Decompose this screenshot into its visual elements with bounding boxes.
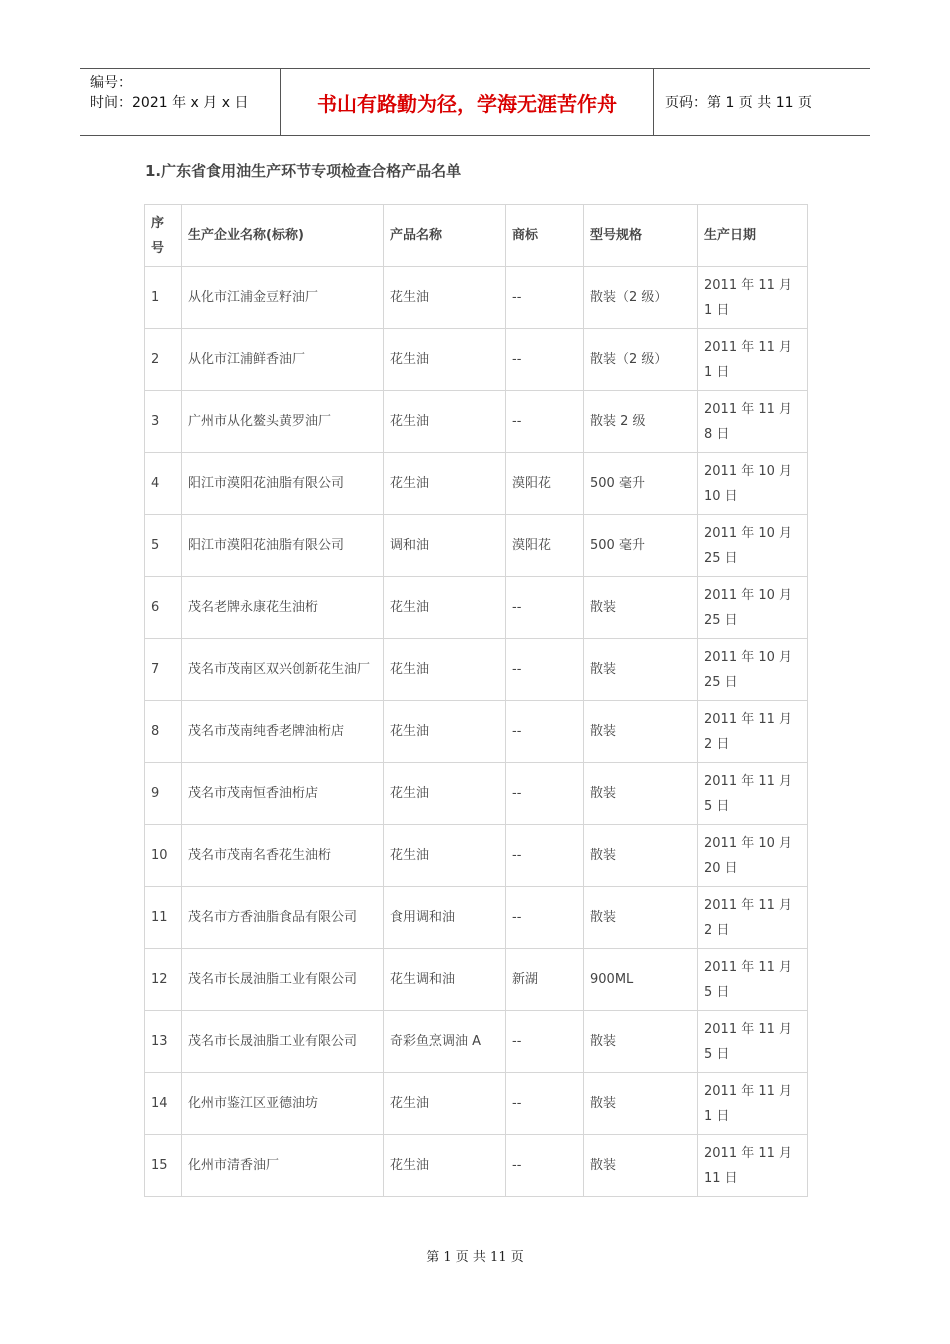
cell-brand: --: [506, 267, 584, 329]
cell-company: 茂名老牌永康花生油桁: [182, 577, 384, 639]
cell-brand: 新湖: [506, 949, 584, 1011]
cell-product: 花生油: [384, 577, 506, 639]
cell-spec: 散装: [584, 577, 698, 639]
cell-company: 茂名市方香油脂食品有限公司: [182, 887, 384, 949]
table-row: [145, 391, 808, 453]
cell-product: 花生油: [384, 391, 506, 453]
cell-date: 2011 年 10 月 25 日: [698, 639, 808, 701]
cell-brand: --: [506, 1011, 584, 1073]
cell-product: 花生油: [384, 639, 506, 701]
table-row: [145, 267, 808, 329]
document-title: 1.广东省食用油生产环节专项检查合格产品名单: [145, 162, 462, 180]
cell-company: 从化市江浦金豆籽油厂: [182, 267, 384, 329]
cell-brand: --: [506, 329, 584, 391]
cell-product: 奇彩鱼烹调油 A: [384, 1011, 506, 1073]
cell-brand: 漠阳花: [506, 515, 584, 577]
cell-company: 茂名市茂南名香花生油桁: [182, 825, 384, 887]
cell-date: 2011 年 11 月 1 日: [698, 1073, 808, 1135]
cell-company: 茂名市茂南区双兴创新花生油厂: [182, 639, 384, 701]
cell-spec: 散装 2 级: [584, 391, 698, 453]
header-page-info: 页码：第 1 页 共 11 页: [665, 95, 812, 111]
table-row: [145, 639, 808, 701]
cell-spec: 900ML: [584, 949, 698, 1011]
cell-spec: 散装: [584, 825, 698, 887]
document-date: 时间：2021 年 x 月 x 日: [90, 95, 249, 111]
cell-brand: 漠阳花: [506, 453, 584, 515]
table-row: [145, 949, 808, 1011]
page-header: [80, 68, 870, 136]
cell-brand: --: [506, 701, 584, 763]
cell-product: 花生油: [384, 329, 506, 391]
cell-date: 2011 年 11 月 1 日: [698, 267, 808, 329]
cell-company: 广州市从化鳌头黄罗油厂: [182, 391, 384, 453]
cell-index: 4: [145, 453, 182, 515]
cell-product: 调和油: [384, 515, 506, 577]
table-header-row: [145, 205, 808, 267]
cell-date: 2011 年 11 月 5 日: [698, 763, 808, 825]
cell-spec: 500 毫升: [584, 453, 698, 515]
cell-index: 10: [145, 825, 182, 887]
cell-spec: 散装: [584, 701, 698, 763]
cell-index: 12: [145, 949, 182, 1011]
table-row: [145, 453, 808, 515]
cell-spec: 散装（2 级）: [584, 329, 698, 391]
cell-product: 花生调和油: [384, 949, 506, 1011]
cell-company: 茂名市茂南纯香老牌油桁店: [182, 701, 384, 763]
cell-index: 1: [145, 267, 182, 329]
cell-spec: 散装: [584, 1073, 698, 1135]
header-cell-index: 序号: [145, 205, 182, 267]
cell-spec: 散装: [584, 763, 698, 825]
cell-brand: --: [506, 391, 584, 453]
cell-index: 2: [145, 329, 182, 391]
cell-index: 3: [145, 391, 182, 453]
cell-index: 8: [145, 701, 182, 763]
cell-date: 2011 年 10 月 20 日: [698, 825, 808, 887]
cell-company: 茂名市长晟油脂工业有限公司: [182, 1011, 384, 1073]
cell-date: 2011 年 11 月 2 日: [698, 701, 808, 763]
cell-company: 茂名市长晟油脂工业有限公司: [182, 949, 384, 1011]
cell-date: 2011 年 11 月 11 日: [698, 1135, 808, 1197]
cell-company: 化州市鉴江区亚德油坊: [182, 1073, 384, 1135]
cell-index: 13: [145, 1011, 182, 1073]
cell-brand: --: [506, 639, 584, 701]
cell-index: 6: [145, 577, 182, 639]
table-row: [145, 887, 808, 949]
header-cell-date: 生产日期: [698, 205, 808, 267]
cell-product: 花生油: [384, 825, 506, 887]
cell-spec: 散装: [584, 1135, 698, 1197]
table-row: [145, 763, 808, 825]
cell-spec: 散装: [584, 1011, 698, 1073]
cell-brand: --: [506, 1073, 584, 1135]
cell-product: 花生油: [384, 1135, 506, 1197]
cell-date: 2011 年 11 月 5 日: [698, 1011, 808, 1073]
cell-product: 花生油: [384, 1073, 506, 1135]
cell-index: 14: [145, 1073, 182, 1135]
header-cell-spec: 型号规格: [584, 205, 698, 267]
cell-spec: 散装（2 级）: [584, 267, 698, 329]
table-row: [145, 825, 808, 887]
cell-date: 2011 年 10 月 25 日: [698, 515, 808, 577]
table-row: [145, 1073, 808, 1135]
header-cell-company: 生产企业名称(标称): [182, 205, 384, 267]
cell-brand: --: [506, 1135, 584, 1197]
cell-date: 2011 年 10 月 25 日: [698, 577, 808, 639]
product-table: [144, 204, 808, 1197]
cell-company: 从化市江浦鲜香油厂: [182, 329, 384, 391]
cell-company: 化州市清香油厂: [182, 1135, 384, 1197]
table-row: [145, 577, 808, 639]
cell-product: 花生油: [384, 267, 506, 329]
page-footer: 第 1 页 共 11 页: [426, 1250, 524, 1265]
cell-date: 2011 年 11 月 1 日: [698, 329, 808, 391]
header-meta: [80, 69, 281, 135]
table-row: [145, 701, 808, 763]
header-cell-brand: 商标: [506, 205, 584, 267]
table-row: [145, 329, 808, 391]
cell-index: 7: [145, 639, 182, 701]
cell-brand: --: [506, 763, 584, 825]
cell-index: 15: [145, 1135, 182, 1197]
cell-company: 阳江市漠阳花油脂有限公司: [182, 453, 384, 515]
cell-product: 食用调和油: [384, 887, 506, 949]
cell-product: 花生油: [384, 453, 506, 515]
cell-spec: 500 毫升: [584, 515, 698, 577]
cell-date: 2011 年 11 月 2 日: [698, 887, 808, 949]
cell-product: 花生油: [384, 701, 506, 763]
table-row: [145, 515, 808, 577]
table-row: [145, 1135, 808, 1197]
cell-brand: --: [506, 825, 584, 887]
cell-date: 2011 年 11 月 8 日: [698, 391, 808, 453]
header-cell-product: 产品名称: [384, 205, 506, 267]
cell-index: 5: [145, 515, 182, 577]
cell-spec: 散装: [584, 639, 698, 701]
cell-company: 茂名市茂南恒香油桁店: [182, 763, 384, 825]
cell-brand: --: [506, 577, 584, 639]
cell-spec: 散装: [584, 887, 698, 949]
document-number: 编号：: [90, 75, 132, 91]
table-row: [145, 1011, 808, 1073]
cell-product: 花生油: [384, 763, 506, 825]
cell-date: 2011 年 11 月 5 日: [698, 949, 808, 1011]
cell-company: 阳江市漠阳花油脂有限公司: [182, 515, 384, 577]
header-motto: 书山有路勤为径，学海无涯苦作舟: [281, 69, 654, 135]
cell-index: 9: [145, 763, 182, 825]
cell-brand: --: [506, 887, 584, 949]
cell-index: 11: [145, 887, 182, 949]
cell-date: 2011 年 10 月 10 日: [698, 453, 808, 515]
